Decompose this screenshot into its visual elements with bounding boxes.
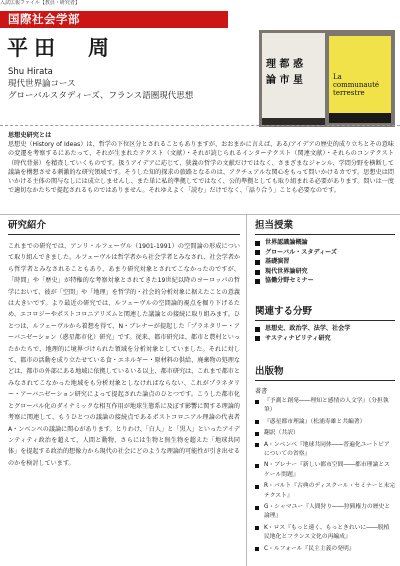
publication-label: A・ンベンベ『地球共同体――普遍化ユートピアについての省察』	[264, 441, 390, 458]
thought-history-body: 思想史（History of Ideas）は、哲学の下位区分とされることもありますが、おおまかに言えば、ある/アイデアの歴史的成り立ちとその意味の変遷を考察するにあたって、それが生まれたテクスト（文献）・それが読じられるインターテクスト（関連文献）・それらのコンテクスト（時代背景）を精査していくものです。扱うアイデアに応じて、狭義の哲学の文献だけではなく、さまざまなジャンル、学問分野を横断して議論を構想させる刺激的な研究領域です。そうした知的探求の旅路となるのは、アクチュアルな関心をもって問いかけるカです。思想史は問いかける主体の関与なしには成立しませんし、また単に私的準拠してではなく、公的準拠としても取り組まれる必要があります。問いは一度で適切なかたちで提起されるものではありません。それゆえよく「読む」だけでなく、「話り合う」ことも必要なのです。	[8, 141, 394, 195]
bullet-icon	[255, 400, 259, 404]
bullet-icon	[255, 327, 260, 332]
list-item	[255, 482, 395, 501]
course-label: 基礎演習	[265, 258, 290, 266]
section-divider-dashed	[0, 125, 400, 126]
bullet-icon	[255, 506, 259, 510]
publication-label: G・シャマユー『人間狩り――狩猟権力の歴史と論理』	[264, 504, 391, 520]
list-item	[255, 503, 395, 522]
column-divider	[246, 214, 247, 566]
research-section	[8, 219, 240, 469]
publications-section	[255, 365, 395, 556]
book-left-stripe	[262, 118, 325, 125]
bullet-icon	[255, 420, 259, 424]
bullet-icon	[255, 250, 260, 255]
course-label: グローバル・スタディーズ	[265, 248, 338, 256]
list-item	[255, 277, 395, 286]
bullet-icon	[255, 260, 260, 265]
book-photo	[259, 30, 395, 127]
book-left-title-line1: 理 都 惑	[266, 59, 303, 70]
thought-history-title: 思想史研究とは	[8, 132, 52, 139]
publication-label: C・ルフォール『民主主義の発明』	[264, 545, 355, 552]
professor-name-roman: Shu Hirata	[8, 67, 53, 77]
book-cover-right	[329, 36, 391, 123]
list-item	[255, 461, 395, 480]
publication-label: 翻訳（共訳）	[264, 430, 299, 437]
list-item	[255, 335, 395, 344]
publication-label: K・ロス『もっと速く、もっときれいに――脱植民地化とフランス文化の再編成』	[264, 524, 390, 541]
header-note: 入試広報ファイル【教員・研究者】	[0, 0, 80, 6]
courses-section	[255, 219, 395, 287]
book-right-title-line2: communauté	[333, 81, 380, 89]
bullet-icon	[255, 270, 260, 275]
field-label: サスティナビリティ研究	[265, 334, 331, 342]
fields-list	[255, 325, 395, 343]
bullet-icon	[255, 485, 259, 489]
bullet-icon	[255, 241, 260, 246]
list-item	[255, 545, 395, 554]
list-item	[255, 441, 395, 460]
research-heading: 研究紹介	[8, 219, 240, 235]
bullet-icon	[255, 464, 259, 468]
book-right-title-line1: La	[333, 73, 342, 81]
publication-label: 『惑星都市理論』（松浦寿雄と共編著）	[264, 418, 366, 425]
list-item	[255, 249, 395, 258]
publications-list	[255, 397, 395, 554]
faculty-banner: 国際社会学部	[0, 11, 228, 28]
fields-heading: 関連する分野	[255, 305, 395, 321]
course-label: 世界認識論概論	[265, 239, 308, 246]
bullet-icon	[255, 547, 259, 551]
research-body: これまでの研究では、アンリ・ルフェーヴル（1901-1991）の空間論の形成について取り組んできました。ルフェーヴルは哲学者から社会学者とみなされ、社会学者から哲学者とみなされることもあり、あまり研究対象とされてこなかったのですが、「時間」や「歴史」が特権的な考察対象とされてきた19世紀以降のヨーロッパの哲学において、彼が「空間」や「地理」を哲学的・社会的分析対象に据えたことの意義は大きいです。より最近の研究では、ルフェーヴルの空間論的視点を掘り下げるため、エコロジーやポストコロニアリズムと関連した議論との接続に取り組みます。ひとつは、ルフェーヴルから着想を得て、N・ブレナーが提起した「プラネタリー・アーバニゼーション（惑星都市化）研究」です。従来、都市研究は、都市と農村といったかたちで、地理的に境界づけられた領域を分析対象としていました。それに対して、都市の活動を成り立たせている食・エネルギー・原材料の供給、廃棄物の処理などは、都市の外部にある地域に依拠しているいる以上、都市研究は、これまで都市とみなされてこなかった地域をも分析対象としなければならない、これがプラネタリー・アーバニゼーション研究によって提起された論点のひとつです。こうした都市化とグローバル化のダイナミックな相互作用が地球生態系に及ぼす影響に関する理論的考察に関連して、もうひとつの議論の接続点であるポストコロニアル理論の代表者A・ンベンベの議論に関心があります。とりわけ、「白人」と「黒人」といったアイデンティティ政治を超えて、人間と動物、さらには生物と無生物を超えた「地球共同体」を提起する政治的想像力から現代の社会にどのような理論的可能性が引き出せるのかを検討しています。	[8, 243, 240, 467]
list-item	[255, 325, 395, 334]
professor-course: 現代世界論コース	[8, 79, 76, 89]
publication-label: 『予測と創発――理知と感情の人文学』（分担執筆）	[264, 398, 389, 414]
book-right-stripe	[329, 113, 391, 123]
field-label: 思想史、政治学、法学、社会学	[265, 325, 351, 332]
list-item	[255, 524, 395, 543]
bullet-icon	[255, 336, 260, 341]
professor-field: グローバルスタディーズ、フランス語圏現代思想	[8, 91, 194, 101]
list-item	[255, 268, 395, 277]
section-divider	[0, 214, 400, 215]
book-left-title-line2: 論 市 星	[266, 75, 303, 86]
publication-label: R・バルト『古典のディスクール・セミナーと未完テクスト』	[264, 483, 395, 499]
publications-label: 著書	[255, 388, 268, 395]
list-item	[255, 397, 395, 416]
bullet-icon	[255, 432, 259, 436]
bullet-icon	[255, 526, 259, 530]
book-right-title-line3: terrestre	[333, 89, 365, 97]
courses-heading: 担当授業	[255, 219, 395, 235]
publications-heading: 出版物	[255, 365, 395, 381]
list-item	[255, 239, 395, 248]
publication-label: N・ブレナー『新しい都市空間――都市理論とスケール問題』	[264, 462, 390, 478]
list-item	[255, 418, 395, 427]
course-label: 現代世界論研究	[265, 267, 308, 275]
thought-history-section	[8, 131, 394, 196]
book-cover-left	[262, 33, 325, 125]
list-item	[255, 429, 395, 438]
bullet-icon	[255, 443, 259, 447]
list-item	[255, 258, 395, 267]
professor-name: 平田 周	[7, 36, 115, 60]
courses-list	[255, 239, 395, 286]
fields-section	[255, 305, 395, 344]
course-label: 協働分野セミナー	[265, 277, 314, 285]
bullet-icon	[255, 279, 260, 284]
